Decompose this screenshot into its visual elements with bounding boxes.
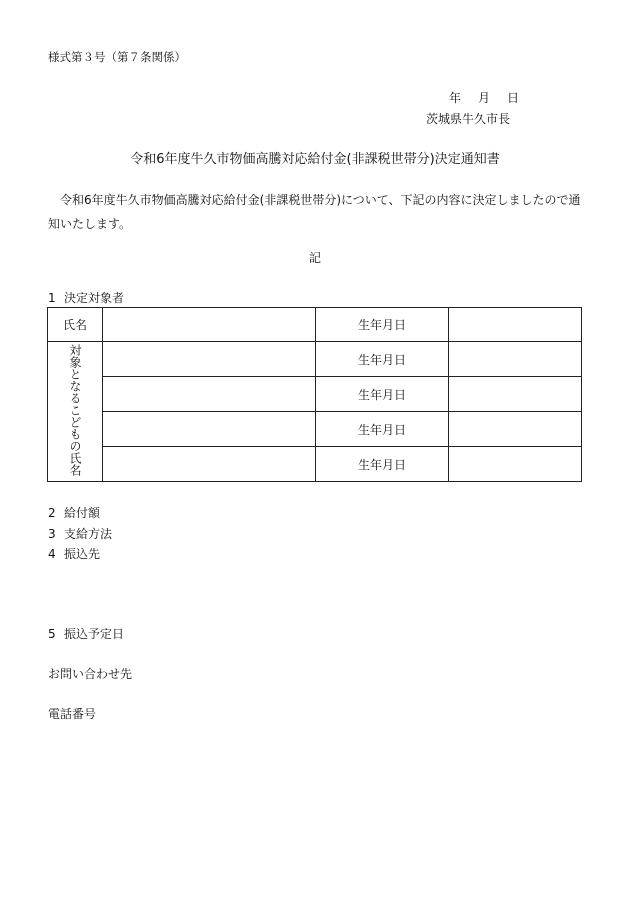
date-year: 年 [449,91,462,105]
section-1-label: 決定対象者 [64,291,125,305]
section-3-number: 3 [48,527,56,541]
section-2 [48,504,100,521]
section-1 [48,289,124,306]
child-birth-label-cell: 生年月日 [316,377,449,412]
date-line [449,89,519,106]
table-row [48,377,582,412]
child-birth-value-cell [449,377,582,412]
section-4-label: 振込先 [64,547,101,561]
table-row [48,412,582,447]
section-4 [48,545,100,562]
section-5-number: 5 [48,627,56,641]
phone-label: 電話番号 [48,707,97,721]
section-2-number: 2 [48,506,56,520]
table-row [48,447,582,482]
section-4-number: 4 [48,547,56,561]
child-name-cell [103,377,316,412]
ki-label: 記 [308,251,321,265]
child-name-cell [103,412,316,447]
section-3-label: 支給方法 [64,527,113,541]
birth-label-cell: 生年月日 [316,308,449,342]
date-month: 月 [478,91,491,105]
child-birth-label-cell: 生年月日 [316,447,449,482]
birth-value-cell [449,308,582,342]
child-birth-label-cell: 生年月日 [316,342,449,377]
child-name-cell [103,447,316,482]
table-row [48,342,582,377]
table-row-guardian [48,308,582,342]
section-5 [48,625,124,642]
body-text: 令和6年度牛久市物価高騰対応給付金(非課税世帯分)について、下記の内容に決定しましたので通知いたします。 [48,193,581,231]
form-number: 様式第３号（第７条関係） [48,50,186,64]
target-table [47,307,582,482]
date-day: 日 [507,91,520,105]
issuer: 茨城県牛久市長 [426,112,511,126]
section-3 [48,525,112,542]
section-5-label: 振込予定日 [64,627,125,641]
section-2-label: 給付額 [64,506,101,520]
child-birth-value-cell [449,447,582,482]
child-birth-value-cell [449,342,582,377]
child-name-cell [103,342,316,377]
children-label: 対象となるこどもの氏名 [68,344,82,476]
child-birth-label-cell: 生年月日 [316,412,449,447]
section-1-number: 1 [48,291,56,305]
name-value-cell [103,308,316,342]
document-title: 令和6年度牛久市物価高騰対応給付金(非課税世帯分)決定通知書 [130,152,500,167]
child-birth-value-cell [449,412,582,447]
children-label-cell [48,342,103,482]
inquiry-label: お問い合わせ先 [48,667,133,681]
name-label-cell: 氏名 [48,308,103,342]
